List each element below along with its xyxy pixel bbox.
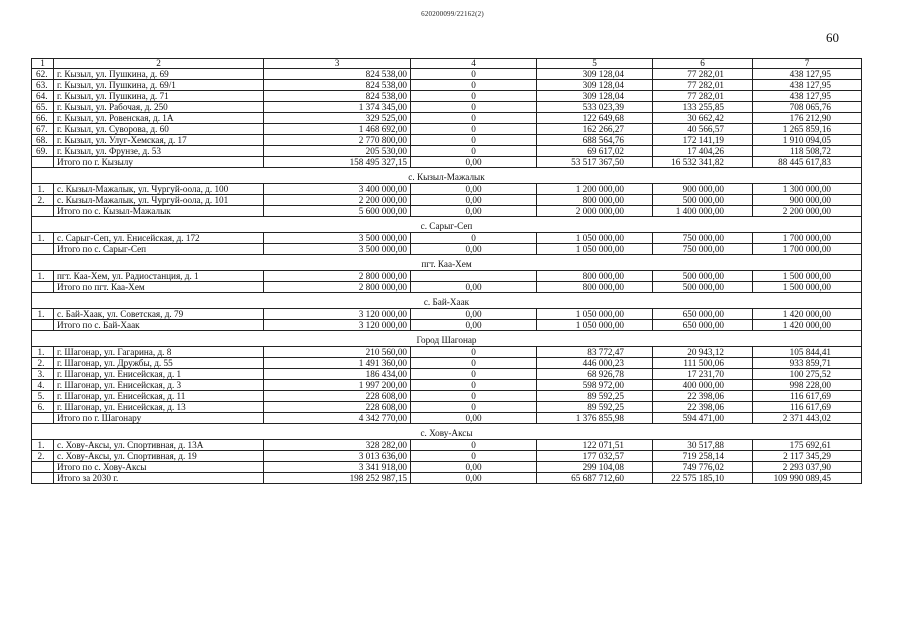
address-cell: с. Кызыл-Мажалык, ул. Чургуй-оола, д. 100 xyxy=(54,184,264,195)
row-number-cell: 63. xyxy=(32,80,54,91)
column-4-cell: 0,00 xyxy=(411,282,537,293)
column-6-cell: 400 000,00 xyxy=(653,380,753,391)
column-5-cell: 533 023,39 xyxy=(537,102,653,113)
total-cost-cell: 824 538,00 xyxy=(264,91,411,102)
total-cost-cell: 3 500 000,00 xyxy=(264,244,411,255)
address-cell: г. Кызыл, ул. Пушкина, д. 69 xyxy=(54,69,264,80)
total-cost-cell: 3 500 000,00 xyxy=(264,233,411,244)
table-row xyxy=(32,195,862,206)
total-cost-cell: 210 560,00 xyxy=(264,347,411,358)
total-cost-cell: 186 434,00 xyxy=(264,369,411,380)
row-number-cell xyxy=(32,473,54,484)
column-6-cell: 16 532 341,82 xyxy=(653,157,753,168)
row-number-cell: 1. xyxy=(32,271,54,282)
column-header-row xyxy=(32,59,862,69)
column-7-cell: 105 844,41 xyxy=(753,347,862,358)
total-cost-cell: 3 400 000,00 xyxy=(264,184,411,195)
column-6-cell: 111 500,06 xyxy=(653,358,753,369)
table-row xyxy=(32,402,862,413)
column-5-cell: 53 517 367,50 xyxy=(537,157,653,168)
section-header-row xyxy=(32,293,862,309)
column-header: 4 xyxy=(411,59,537,69)
column-7-cell: 1 910 094,05 xyxy=(753,135,862,146)
column-7-cell: 1 420 000,00 xyxy=(753,309,862,320)
column-7-cell: 438 127,95 xyxy=(753,69,862,80)
column-5-cell: 1 050 000,00 xyxy=(537,320,653,331)
section-title: с. Сарыг-Сеп xyxy=(32,217,862,233)
column-7-cell: 2 293 037,90 xyxy=(753,462,862,473)
address-cell: с. Хову-Аксы, ул. Спортивная, д. 13А xyxy=(54,440,264,451)
column-5-cell: 688 564,76 xyxy=(537,135,653,146)
table-row xyxy=(32,102,862,113)
column-5-cell: 1 376 855,98 xyxy=(537,413,653,424)
total-cost-cell: 1 491 360,00 xyxy=(264,358,411,369)
column-5-cell: 1 200 000,00 xyxy=(537,184,653,195)
table-row xyxy=(32,309,862,320)
column-5-cell: 800 000,00 xyxy=(537,195,653,206)
column-4-cell: 0,00 xyxy=(411,309,537,320)
total-cost-cell: 2 800 000,00 xyxy=(264,282,411,293)
column-7-cell: 1 500 000,00 xyxy=(753,271,862,282)
address-cell: Итого по с. Бай-Хаак xyxy=(54,320,264,331)
row-number-cell xyxy=(32,462,54,473)
table-row xyxy=(32,184,862,195)
column-7-cell: 1 420 000,00 xyxy=(753,320,862,331)
table-body xyxy=(32,59,862,484)
total-cost-cell: 3 120 000,00 xyxy=(264,320,411,331)
section-header-row xyxy=(32,217,862,233)
total-cost-cell: 2 200 000,00 xyxy=(264,195,411,206)
row-number-cell xyxy=(32,282,54,293)
column-6-cell: 719 258,14 xyxy=(653,451,753,462)
column-6-cell: 1 400 000,00 xyxy=(653,206,753,217)
row-number-cell: 5. xyxy=(32,391,54,402)
total-row xyxy=(32,282,862,293)
total-cost-cell: 158 495 327,15 xyxy=(264,157,411,168)
row-number-cell: 64. xyxy=(32,91,54,102)
total-cost-cell: 3 341 918,00 xyxy=(264,462,411,473)
address-cell: Итого по с. Хову-Аксы xyxy=(54,462,264,473)
section-title: пгт. Каа-Хем xyxy=(32,255,862,271)
column-6-cell: 22 398,06 xyxy=(653,402,753,413)
total-cost-cell: 228 608,00 xyxy=(264,402,411,413)
column-4-cell: 0,00 xyxy=(411,206,537,217)
address-cell: г. Кызыл, ул. Пушкина, д. 71 xyxy=(54,91,264,102)
total-cost-cell: 824 538,00 xyxy=(264,69,411,80)
column-5-cell: 309 128,04 xyxy=(537,80,653,91)
column-5-cell: 177 032,57 xyxy=(537,451,653,462)
table-row xyxy=(32,91,862,102)
column-6-cell: 749 776,02 xyxy=(653,462,753,473)
section-title: с. Кызыл-Мажалык xyxy=(32,168,862,184)
column-6-cell: 650 000,00 xyxy=(653,309,753,320)
column-4-cell: 0 xyxy=(411,146,537,157)
column-7-cell: 88 445 617,83 xyxy=(753,157,862,168)
total-cost-cell: 1 374 345,00 xyxy=(264,102,411,113)
column-7-cell: 175 692,61 xyxy=(753,440,862,451)
row-number-cell xyxy=(32,244,54,255)
address-cell: г. Шагонар, ул. Дружбы, д. 55 xyxy=(54,358,264,369)
column-6-cell: 40 566,57 xyxy=(653,124,753,135)
total-cost-cell: 2 800 000,00 xyxy=(264,271,411,282)
column-6-cell: 500 000,00 xyxy=(653,271,753,282)
column-7-cell: 900 000,00 xyxy=(753,195,862,206)
column-6-cell: 77 282,01 xyxy=(653,91,753,102)
column-4-cell xyxy=(411,271,537,282)
address-cell: г. Шагонар, ул. Енисейская, д. 13 xyxy=(54,402,264,413)
column-7-cell: 708 065,76 xyxy=(753,102,862,113)
column-4-cell: 0,00 xyxy=(411,244,537,255)
column-5-cell: 598 972,00 xyxy=(537,380,653,391)
column-4-cell: 0 xyxy=(411,69,537,80)
column-7-cell: 933 859,71 xyxy=(753,358,862,369)
column-5-cell: 68 926,78 xyxy=(537,369,653,380)
column-6-cell: 750 000,00 xyxy=(653,233,753,244)
table-row xyxy=(32,233,862,244)
column-5-cell: 65 687 712,60 xyxy=(537,473,653,484)
column-7-cell: 2 371 443,02 xyxy=(753,413,862,424)
column-6-cell: 172 141,19 xyxy=(653,135,753,146)
column-4-cell: 0,00 xyxy=(411,320,537,331)
column-5-cell: 122 649,68 xyxy=(537,113,653,124)
total-cost-cell: 198 252 987,15 xyxy=(264,473,411,484)
table-row xyxy=(32,146,862,157)
total-row xyxy=(32,473,862,484)
table-row xyxy=(32,347,862,358)
column-5-cell: 309 128,04 xyxy=(537,69,653,80)
column-5-cell: 800 000,00 xyxy=(537,282,653,293)
column-header: 5 xyxy=(537,59,653,69)
total-row xyxy=(32,206,862,217)
column-7-cell: 2 117 345,29 xyxy=(753,451,862,462)
section-title: с. Хову-Аксы xyxy=(32,424,862,440)
column-5-cell: 446 000,23 xyxy=(537,358,653,369)
row-number-cell: 1. xyxy=(32,233,54,244)
total-cost-cell: 228 608,00 xyxy=(264,391,411,402)
row-number-cell: 69. xyxy=(32,146,54,157)
column-5-cell: 309 128,04 xyxy=(537,91,653,102)
column-5-cell: 2 000 000,00 xyxy=(537,206,653,217)
column-4-cell: 0 xyxy=(411,369,537,380)
column-7-cell: 118 508,72 xyxy=(753,146,862,157)
column-4-cell: 0 xyxy=(411,440,537,451)
column-6-cell: 650 000,00 xyxy=(653,320,753,331)
table-row xyxy=(32,113,862,124)
table-row xyxy=(32,135,862,146)
section-header-row xyxy=(32,168,862,184)
row-number-cell: 65. xyxy=(32,102,54,113)
total-row xyxy=(32,157,862,168)
total-cost-cell: 5 600 000,00 xyxy=(264,206,411,217)
column-5-cell: 122 071,51 xyxy=(537,440,653,451)
total-row xyxy=(32,320,862,331)
column-6-cell: 77 282,01 xyxy=(653,80,753,91)
column-5-cell: 83 772,47 xyxy=(537,347,653,358)
column-7-cell: 116 617,69 xyxy=(753,402,862,413)
row-number-cell: 1. xyxy=(32,184,54,195)
address-cell: Итого за 2030 г. xyxy=(54,473,264,484)
row-number-cell: 66. xyxy=(32,113,54,124)
row-number-cell: 1. xyxy=(32,309,54,320)
total-cost-cell: 824 538,00 xyxy=(264,80,411,91)
column-6-cell: 30 662,42 xyxy=(653,113,753,124)
address-cell: г. Кызыл, ул. Улуг-Хемская, д. 17 xyxy=(54,135,264,146)
column-4-cell: 0,00 xyxy=(411,184,537,195)
table-row xyxy=(32,358,862,369)
total-row xyxy=(32,462,862,473)
address-cell: Итого по г. Кызылу xyxy=(54,157,264,168)
data-table xyxy=(31,58,862,484)
column-4-cell: 0,00 xyxy=(411,157,537,168)
address-cell: г. Кызыл, ул. Фрунзе, д. 53 xyxy=(54,146,264,157)
address-cell: пгт. Каа-Хем, ул. Радиостанция, д. 1 xyxy=(54,271,264,282)
table-row xyxy=(32,271,862,282)
column-4-cell: 0 xyxy=(411,233,537,244)
row-number-cell: 2. xyxy=(32,451,54,462)
document-code: 620200099/22162(2) xyxy=(421,10,484,18)
total-cost-cell: 329 525,00 xyxy=(264,113,411,124)
column-6-cell: 750 000,00 xyxy=(653,244,753,255)
column-4-cell: 0 xyxy=(411,91,537,102)
column-5-cell: 89 592,25 xyxy=(537,402,653,413)
column-7-cell: 100 275,52 xyxy=(753,369,862,380)
column-7-cell: 1 265 859,16 xyxy=(753,124,862,135)
total-cost-cell: 4 342 770,00 xyxy=(264,413,411,424)
column-6-cell: 17 231,70 xyxy=(653,369,753,380)
column-4-cell: 0 xyxy=(411,391,537,402)
total-cost-cell: 3 013 636,00 xyxy=(264,451,411,462)
column-header: 6 xyxy=(653,59,753,69)
column-7-cell: 1 500 000,00 xyxy=(753,282,862,293)
address-cell: Итого по г. Шагонару xyxy=(54,413,264,424)
column-5-cell: 69 617,02 xyxy=(537,146,653,157)
column-4-cell: 0 xyxy=(411,451,537,462)
total-cost-cell: 2 770 800,00 xyxy=(264,135,411,146)
row-number-cell xyxy=(32,157,54,168)
row-number-cell xyxy=(32,413,54,424)
total-row xyxy=(32,413,862,424)
column-5-cell: 1 050 000,00 xyxy=(537,233,653,244)
column-7-cell: 1 300 000,00 xyxy=(753,184,862,195)
column-header: 3 xyxy=(264,59,411,69)
column-5-cell: 1 050 000,00 xyxy=(537,244,653,255)
page-number: 60 xyxy=(826,30,839,45)
section-title: Город Шагонар xyxy=(32,331,862,347)
table-row xyxy=(32,451,862,462)
column-6-cell: 22 398,06 xyxy=(653,391,753,402)
address-cell: г. Шагонар, ул. Енисейская, д. 3 xyxy=(54,380,264,391)
column-7-cell: 438 127,95 xyxy=(753,91,862,102)
column-6-cell: 900 000,00 xyxy=(653,184,753,195)
column-6-cell: 20 943,12 xyxy=(653,347,753,358)
row-number-cell: 67. xyxy=(32,124,54,135)
address-cell: с. Бай-Хаак, ул. Советская, д. 79 xyxy=(54,309,264,320)
row-number-cell: 68. xyxy=(32,135,54,146)
address-cell: г. Кызыл, ул. Ровенская, д. 1А xyxy=(54,113,264,124)
total-cost-cell: 1 468 692,00 xyxy=(264,124,411,135)
column-7-cell: 998 228,00 xyxy=(753,380,862,391)
total-cost-cell: 205 530,00 xyxy=(264,146,411,157)
column-header: 1 xyxy=(32,59,54,69)
table-row xyxy=(32,69,862,80)
address-cell: Итого по с. Кызыл-Мажалык xyxy=(54,206,264,217)
column-4-cell: 0,00 xyxy=(411,462,537,473)
column-6-cell: 594 471,00 xyxy=(653,413,753,424)
column-6-cell: 17 404,26 xyxy=(653,146,753,157)
column-4-cell: 0 xyxy=(411,347,537,358)
section-title: с. Бай-Хаак xyxy=(32,293,862,309)
address-cell: с. Хову-Аксы, ул. Спортивная, д. 19 xyxy=(54,451,264,462)
column-7-cell: 1 700 000,00 xyxy=(753,233,862,244)
row-number-cell: 6. xyxy=(32,402,54,413)
total-cost-cell: 3 120 000,00 xyxy=(264,309,411,320)
row-number-cell: 2. xyxy=(32,195,54,206)
column-4-cell: 0 xyxy=(411,380,537,391)
address-cell: г. Кызыл, ул. Суворова, д. 60 xyxy=(54,124,264,135)
column-4-cell: 0 xyxy=(411,358,537,369)
column-header: 2 xyxy=(54,59,264,69)
row-number-cell: 3. xyxy=(32,369,54,380)
column-7-cell: 109 990 089,45 xyxy=(753,473,862,484)
column-7-cell: 116 617,69 xyxy=(753,391,862,402)
column-4-cell: 0 xyxy=(411,102,537,113)
address-cell: г. Шагонар, ул. Гагарина, д. 8 xyxy=(54,347,264,358)
column-5-cell: 162 266,27 xyxy=(537,124,653,135)
column-5-cell: 1 050 000,00 xyxy=(537,309,653,320)
row-number-cell: 2. xyxy=(32,358,54,369)
column-4-cell: 0 xyxy=(411,135,537,146)
column-4-cell: 0,00 xyxy=(411,195,537,206)
table-row xyxy=(32,380,862,391)
column-7-cell: 176 212,90 xyxy=(753,113,862,124)
row-number-cell xyxy=(32,206,54,217)
column-4-cell: 0 xyxy=(411,80,537,91)
address-cell: с. Сарыг-Сеп, ул. Енисейская, д. 172 xyxy=(54,233,264,244)
column-6-cell: 22 575 185,10 xyxy=(653,473,753,484)
section-header-row xyxy=(32,331,862,347)
row-number-cell: 62. xyxy=(32,69,54,80)
column-4-cell: 0 xyxy=(411,124,537,135)
column-7-cell: 438 127,95 xyxy=(753,80,862,91)
total-cost-cell: 1 997 200,00 xyxy=(264,380,411,391)
row-number-cell: 1. xyxy=(32,440,54,451)
address-cell: Итого по с. Сарыг-Сеп xyxy=(54,244,264,255)
column-6-cell: 500 000,00 xyxy=(653,282,753,293)
table-row xyxy=(32,124,862,135)
table-row xyxy=(32,391,862,402)
column-6-cell: 30 517,88 xyxy=(653,440,753,451)
column-4-cell: 0 xyxy=(411,113,537,124)
column-4-cell: 0 xyxy=(411,402,537,413)
column-5-cell: 89 592,25 xyxy=(537,391,653,402)
column-6-cell: 500 000,00 xyxy=(653,195,753,206)
address-cell: г. Шагонар, ул. Енисейская, д. 1 xyxy=(54,369,264,380)
address-cell: г. Шагонар, ул. Енисейская, д. 11 xyxy=(54,391,264,402)
row-number-cell: 1. xyxy=(32,347,54,358)
column-7-cell: 2 200 000,00 xyxy=(753,206,862,217)
column-6-cell: 133 255,85 xyxy=(653,102,753,113)
address-cell: Итого по пгт. Каа-Хем xyxy=(54,282,264,293)
column-5-cell: 800 000,00 xyxy=(537,271,653,282)
row-number-cell: 4. xyxy=(32,380,54,391)
section-header-row xyxy=(32,255,862,271)
table-row xyxy=(32,80,862,91)
row-number-cell xyxy=(32,320,54,331)
address-cell: г. Кызыл, ул. Пушкина, д. 69/1 xyxy=(54,80,264,91)
column-7-cell: 1 700 000,00 xyxy=(753,244,862,255)
column-4-cell: 0,00 xyxy=(411,413,537,424)
table-row xyxy=(32,369,862,380)
address-cell: с. Кызыл-Мажалык, ул. Чургуй-оола, д. 101 xyxy=(54,195,264,206)
table-row xyxy=(32,440,862,451)
section-header-row xyxy=(32,424,862,440)
total-cost-cell: 328 282,00 xyxy=(264,440,411,451)
column-6-cell: 77 282,01 xyxy=(653,69,753,80)
total-row xyxy=(32,244,862,255)
address-cell: г. Кызыл, ул. Рабочая, д. 250 xyxy=(54,102,264,113)
column-5-cell: 299 104,08 xyxy=(537,462,653,473)
column-header: 7 xyxy=(753,59,862,69)
column-4-cell: 0,00 xyxy=(411,473,537,484)
